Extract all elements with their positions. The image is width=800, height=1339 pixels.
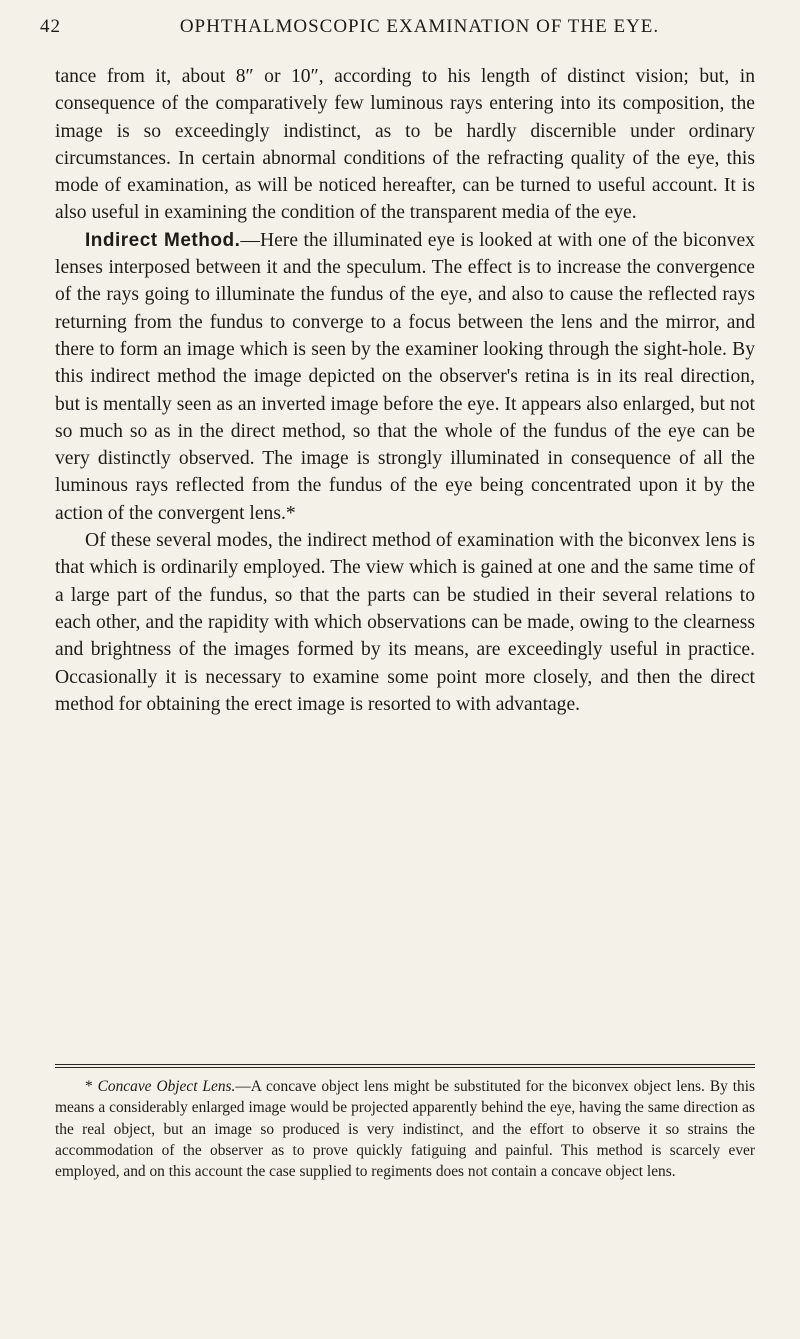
- paragraph-summary: Of these several modes, the indirect method of examination with the biconvex lens is that which is ordinarily employed. The view which is gained at one and the same time of a large part of the fundus, so that the parts can be studied in their several relations to each other, and the rapidity with which observations can be made, owing to the clearness and brightness of the images formed by its means, are exceedingly useful in practice. Occasionally it is necessary to examine some point more closely, and then the direct method for obtaining the erect image is resorted to with advantage.: [55, 530, 755, 715]
- footnote-rule: [55, 1064, 755, 1068]
- page-number: 42: [40, 16, 61, 37]
- body-text: [55, 63, 755, 718]
- running-title: OPHTHALMOSCOPIC EXAMINATION OF THE EYE.: [179, 16, 660, 37]
- footnote: [55, 1076, 755, 1182]
- footnote-marker: *: [85, 1078, 98, 1095]
- footnote-title: Concave Object Lens.: [97, 1078, 236, 1095]
- paragraph-indirect-method: [55, 227, 755, 527]
- paragraph-text: —Here the illuminated eye is looked at with one of the biconvex lenses interposed between it and the speculum. The effect is to increase the convergence of the rays going to illuminate the fundus of the eye, and also to cause the reflected rays returning from the fundus to converge to a focus between the lens and the mirror, and there to form an image which is seen by the examiner looking through the sight-hole. By this indirect method the image depicted on the observer's retina is in its real direction, but is mentally seen as an inverted image before the eye. It appears also enlarged, but not so much so as in the direct method, so that the whole of the fundus of the eye can be very distinctly observed. The image is strongly illuminated in consequence of all the luminous rays reflected from the fundus of the eye being concentrated upon it by the action of the convergent lens.*: [55, 229, 755, 524]
- footnote-text: —A concave object lens might be substituted for the biconvex object lens. By this means a considerably enlarged image would be projected apparently behind the eye, having the same direction as the real object, but an image so produced is very indistinct, and the effort to observe it so strains the accommodation of the observer as to prove quickly fatiguing and painful. This method is scarcely ever employed, and on this account the case supplied to regiments does not contain a concave object lens.: [55, 1078, 755, 1181]
- page-header: [40, 16, 755, 46]
- paragraph-continued: tance from it, about 8″ or 10″, according to his length of distinct vision; but, in consequence of the comparatively few luminous rays entering into its composition, the image is so exceedingly indistinct, as to be hardly discernible under ordinary circumstances. In certain abnormal conditions of the refracting quality of the eye, this mode of examination, as will be noticed hereafter, can be turned to useful account. It is also useful in examining the condition of the transparent media of the eye.: [55, 66, 755, 224]
- section-heading: Indirect Method.: [85, 229, 241, 251]
